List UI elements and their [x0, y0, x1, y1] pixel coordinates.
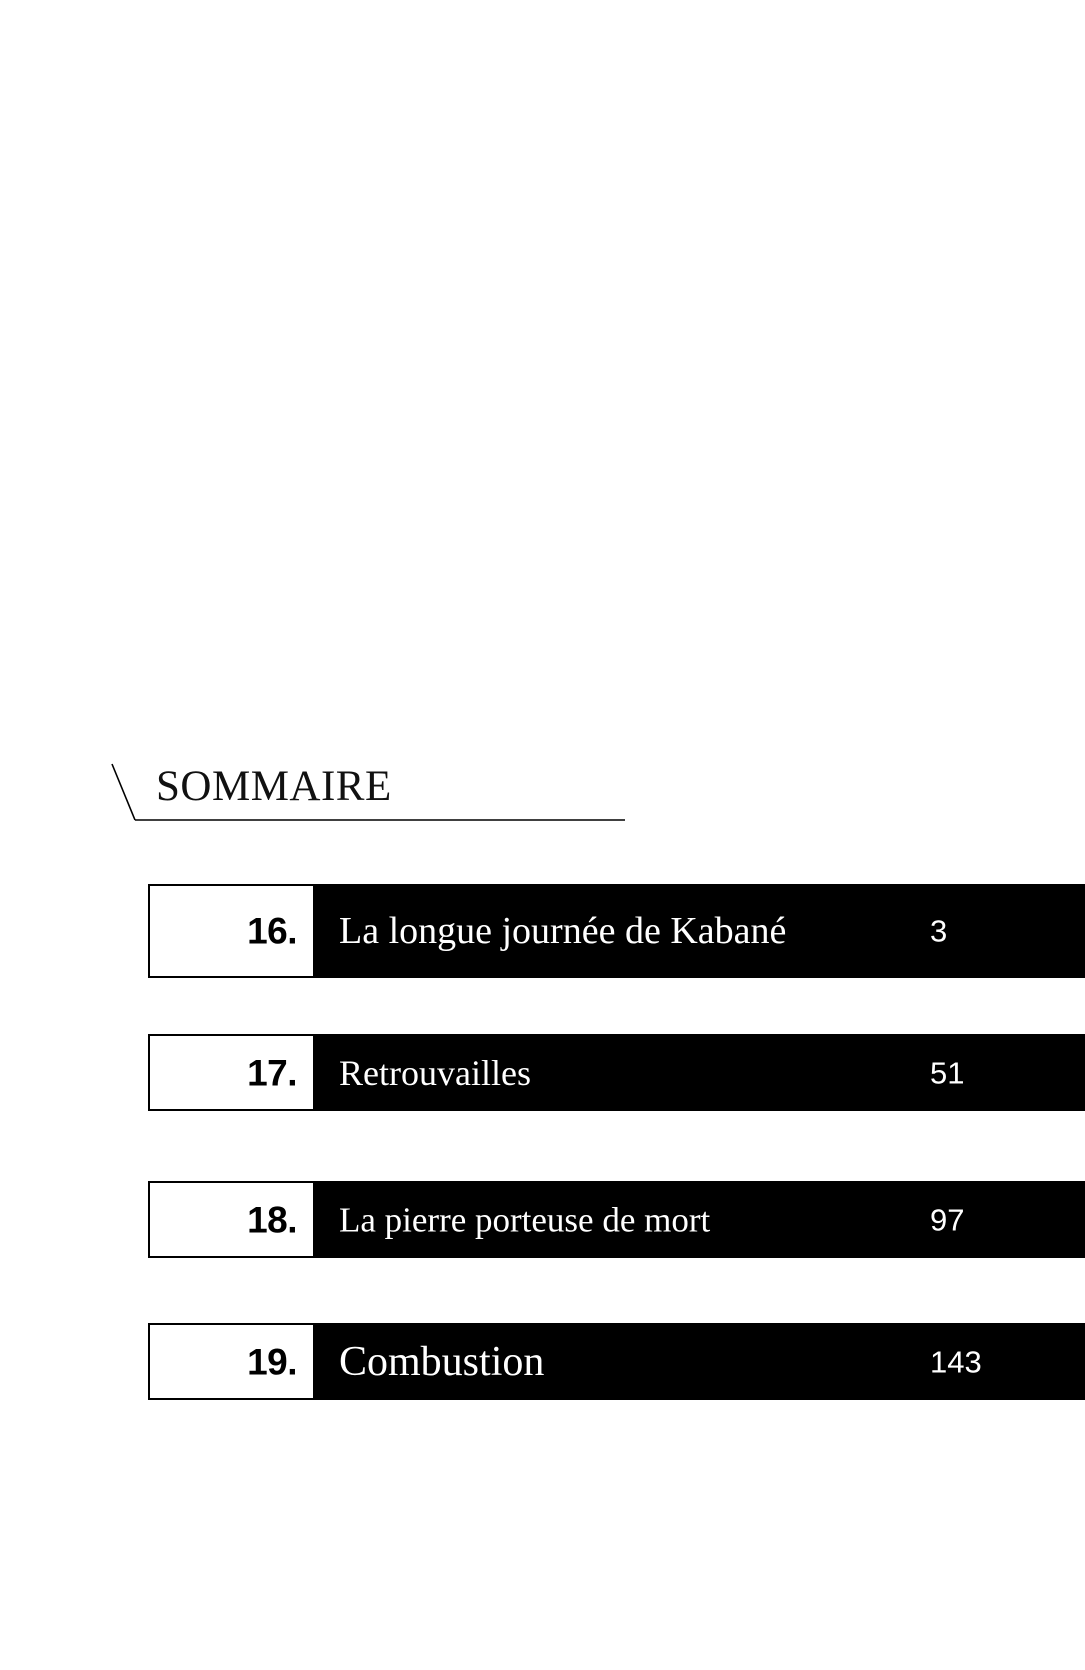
toc-header — [110, 763, 630, 825]
chapter-number-box — [150, 1325, 313, 1398]
chapter-title: Combustion — [339, 1338, 545, 1385]
chapter-page: 51 — [930, 1055, 965, 1090]
toc-entry-18[interactable] — [148, 1181, 1085, 1258]
toc-entry-17[interactable] — [148, 1034, 1085, 1111]
chapter-page: 3 — [930, 913, 948, 949]
chapter-number-box — [150, 1036, 313, 1109]
chapter-title: La longue journée de Kabané — [339, 910, 787, 952]
chapter-number-box — [150, 1183, 313, 1256]
chapter-number: 17. — [247, 1052, 297, 1093]
chapter-page: 97 — [930, 1202, 965, 1237]
chapter-title: La pierre porteuse de mort — [339, 1200, 711, 1239]
chapter-number-box — [150, 886, 313, 976]
toc-entry-16[interactable] — [148, 884, 1085, 978]
toc-entry-19[interactable] — [148, 1323, 1085, 1400]
chapter-number: 19. — [247, 1341, 297, 1382]
chapter-page: 143 — [930, 1344, 982, 1379]
chapter-title: Retrouvailles — [339, 1052, 531, 1093]
chapter-number: 18. — [247, 1199, 297, 1240]
chapter-number: 16. — [247, 910, 297, 952]
toc-title: SOMMAIRE — [156, 763, 392, 810]
